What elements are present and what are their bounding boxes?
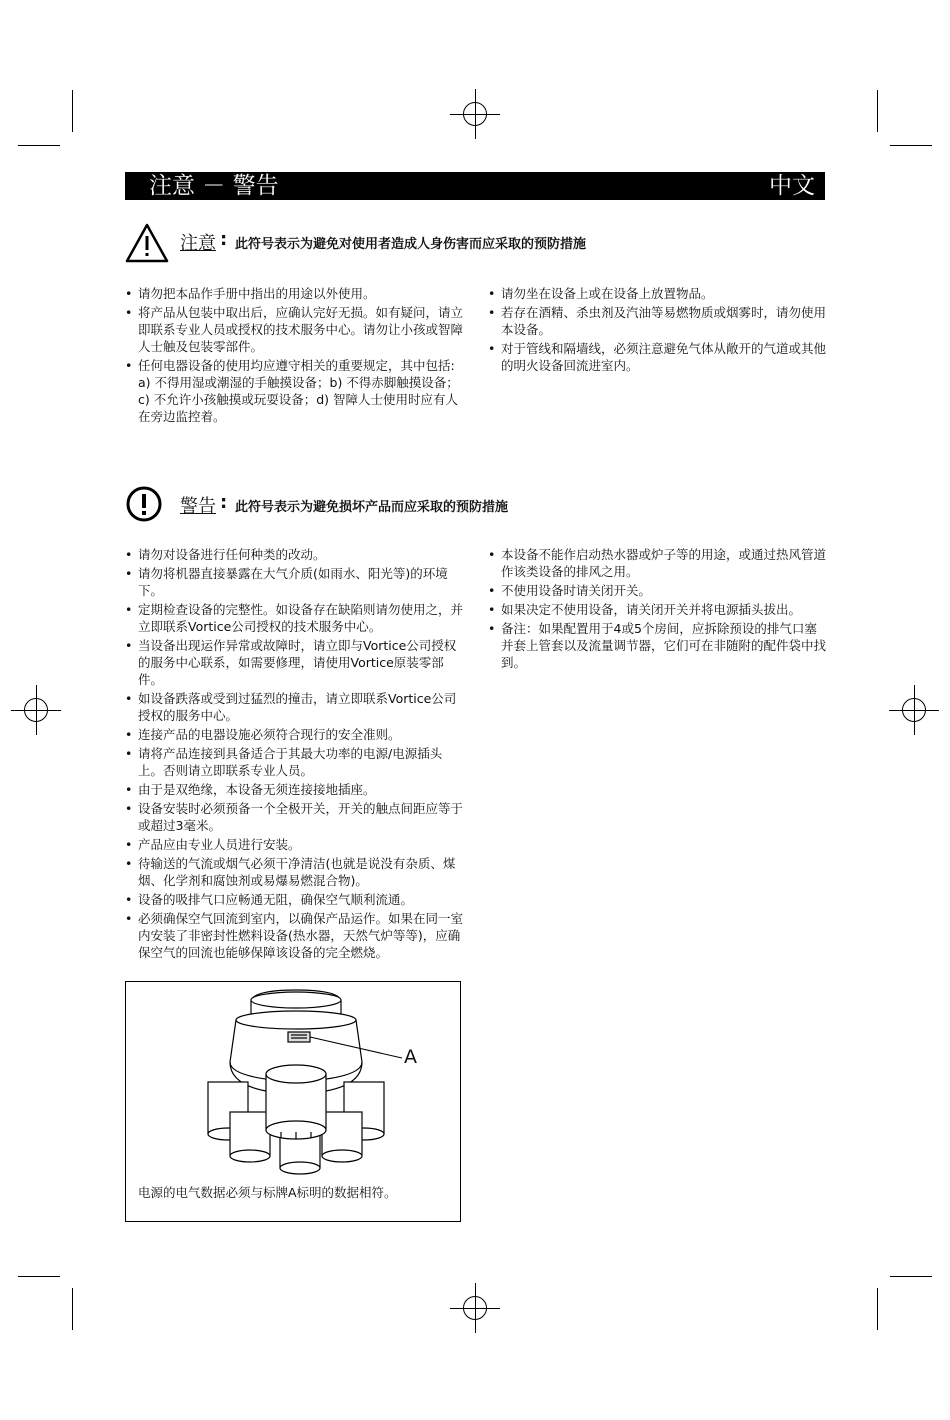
list-item: • 如设备跌落或受到过猛烈的撞击，请立即联系Vortice公司授权的服务中心。 — [125, 690, 465, 724]
list-item: • 本设备不能作启动热水器或炉子等的用途，或通过热风管道作该类设备的排风之用。 — [488, 546, 828, 580]
crop-mark — [890, 1276, 932, 1277]
list-item: • 当设备出现运作异常或故障时，请立即与Vortice公司授权的服务中心联系，如需要修理，请使用Vortice原装零部件。 — [125, 637, 465, 688]
list-item: • 定期检查设备的完整性。如设备存在缺陷则请勿使用之，并立即联系Vortice公司授权的技术服务中心。 — [125, 601, 465, 635]
warning-colon: : — [220, 492, 228, 513]
warning-list-right — [488, 546, 828, 673]
list-item: • 备注：如果配置用于4或5个房间，应拆除预设的排气口塞并套上管套以及流量调节器，它们可在非随附的配件袋中找到。 — [488, 620, 828, 671]
caution-word: 注意 — [180, 233, 216, 254]
list-item: • 任何电器设备的使用均应遵守相关的重要规定，其中包括: a) 不得用湿或潮湿的手触摸设备；b) 不得赤脚触摸设备；c) 不允许小孩触摸或玩耍设备；d) 智障人士使用时应有人在旁边监控着。 — [125, 357, 465, 425]
caution-description: 此符号表示为避免对使用者造成人身伤害而应采取的预防措施 — [235, 237, 587, 252]
list-item: • 如果决定不使用设备，请关闭开关并将电源插头拔出。 — [488, 601, 828, 618]
list-item: • 请勿对设备进行任何种类的改动。 — [125, 546, 465, 563]
language-label: 中文 — [769, 173, 815, 199]
crop-mark — [18, 145, 60, 146]
caution-list-left — [125, 285, 465, 427]
warning-word: 警告 — [180, 496, 216, 517]
crop-mark — [890, 145, 932, 146]
caution-colon: : — [220, 229, 228, 250]
crop-mark — [72, 90, 73, 132]
page-title-bar — [125, 172, 825, 200]
list-item: • 请勿把本品作手册中指出的用途以外使用。 — [125, 285, 465, 302]
fan-unit-illustration — [126, 982, 462, 1182]
warning-heading — [125, 486, 825, 526]
list-item: • 将产品从包装中取出后，应确认完好无损。如有疑问，请立即联系专业人员或授权的技术服务中心。请勿让小孩或智障人士触及包装零部件。 — [125, 304, 465, 355]
warning-list-left — [125, 546, 465, 963]
crop-mark — [877, 1288, 878, 1330]
registration-mark-icon — [24, 698, 48, 722]
list-item: • 必须确保空气回流到室内，以确保产品运作。如果在同一室内安装了非密封性燃料设备(热水器，天然气炉等等)，应确保空气的回流也能够保障该设备的完全燃烧。 — [125, 910, 465, 961]
rating-plate-figure — [125, 981, 461, 1222]
figure-label-a: A — [404, 1046, 417, 1068]
list-item: • 请勿坐在设备上或在设备上放置物品。 — [488, 285, 828, 302]
crop-mark — [877, 90, 878, 132]
warning-description: 此符号表示为避免损坏产品而应采取的预防措施 — [235, 500, 509, 515]
figure-caption: 电源的电气数据必须与标牌A标明的数据相符。 — [138, 1185, 397, 1200]
list-item: • 由于是双绝缘，本设备无须连接接地插座。 — [125, 781, 465, 798]
list-item: • 若存在酒精、杀虫剂及汽油等易燃物质或烟雾时，请勿使用本设备。 — [488, 304, 828, 338]
registration-mark-icon — [902, 698, 926, 722]
list-item: • 不使用设备时请关闭开关。 — [488, 582, 828, 599]
crop-mark — [72, 1288, 73, 1330]
registration-mark-icon — [463, 102, 487, 126]
caution-heading — [125, 223, 825, 263]
list-item: • 设备安装时必须预备一个全极开关，开关的触点间距应等于或超过3毫米。 — [125, 800, 465, 834]
list-item: • 设备的吸排气口应畅通无阻，确保空气顺利流通。 — [125, 891, 465, 908]
exclamation-circle-icon — [125, 486, 165, 530]
caution-list-right — [488, 285, 828, 376]
registration-mark-icon — [463, 1296, 487, 1320]
list-item: • 对于管线和隔墙线，必须注意避免气体从敞开的气道或其他的明火设备回流进室内。 — [488, 340, 828, 374]
list-item: • 待输送的气流或烟气必须干净清洁(也就是说没有杂质、煤烟、化学剂和腐蚀剂或易爆易燃混合物)。 — [125, 855, 465, 889]
list-item: • 连接产品的电器设施必须符合现行的安全准则。 — [125, 726, 465, 743]
page-title: 注意 － 警告 — [149, 173, 279, 199]
list-item: • 请将产品连接到具备适合于其最大功率的电源/电源插头上。否则请立即联系专业人员。 — [125, 745, 465, 779]
list-item: • 请勿将机器直接暴露在大气介质(如雨水、阳光等)的环境下。 — [125, 565, 465, 599]
crop-mark — [18, 1276, 60, 1277]
list-item: • 产品应由专业人员进行安装。 — [125, 836, 465, 853]
warning-triangle-icon — [125, 223, 169, 267]
